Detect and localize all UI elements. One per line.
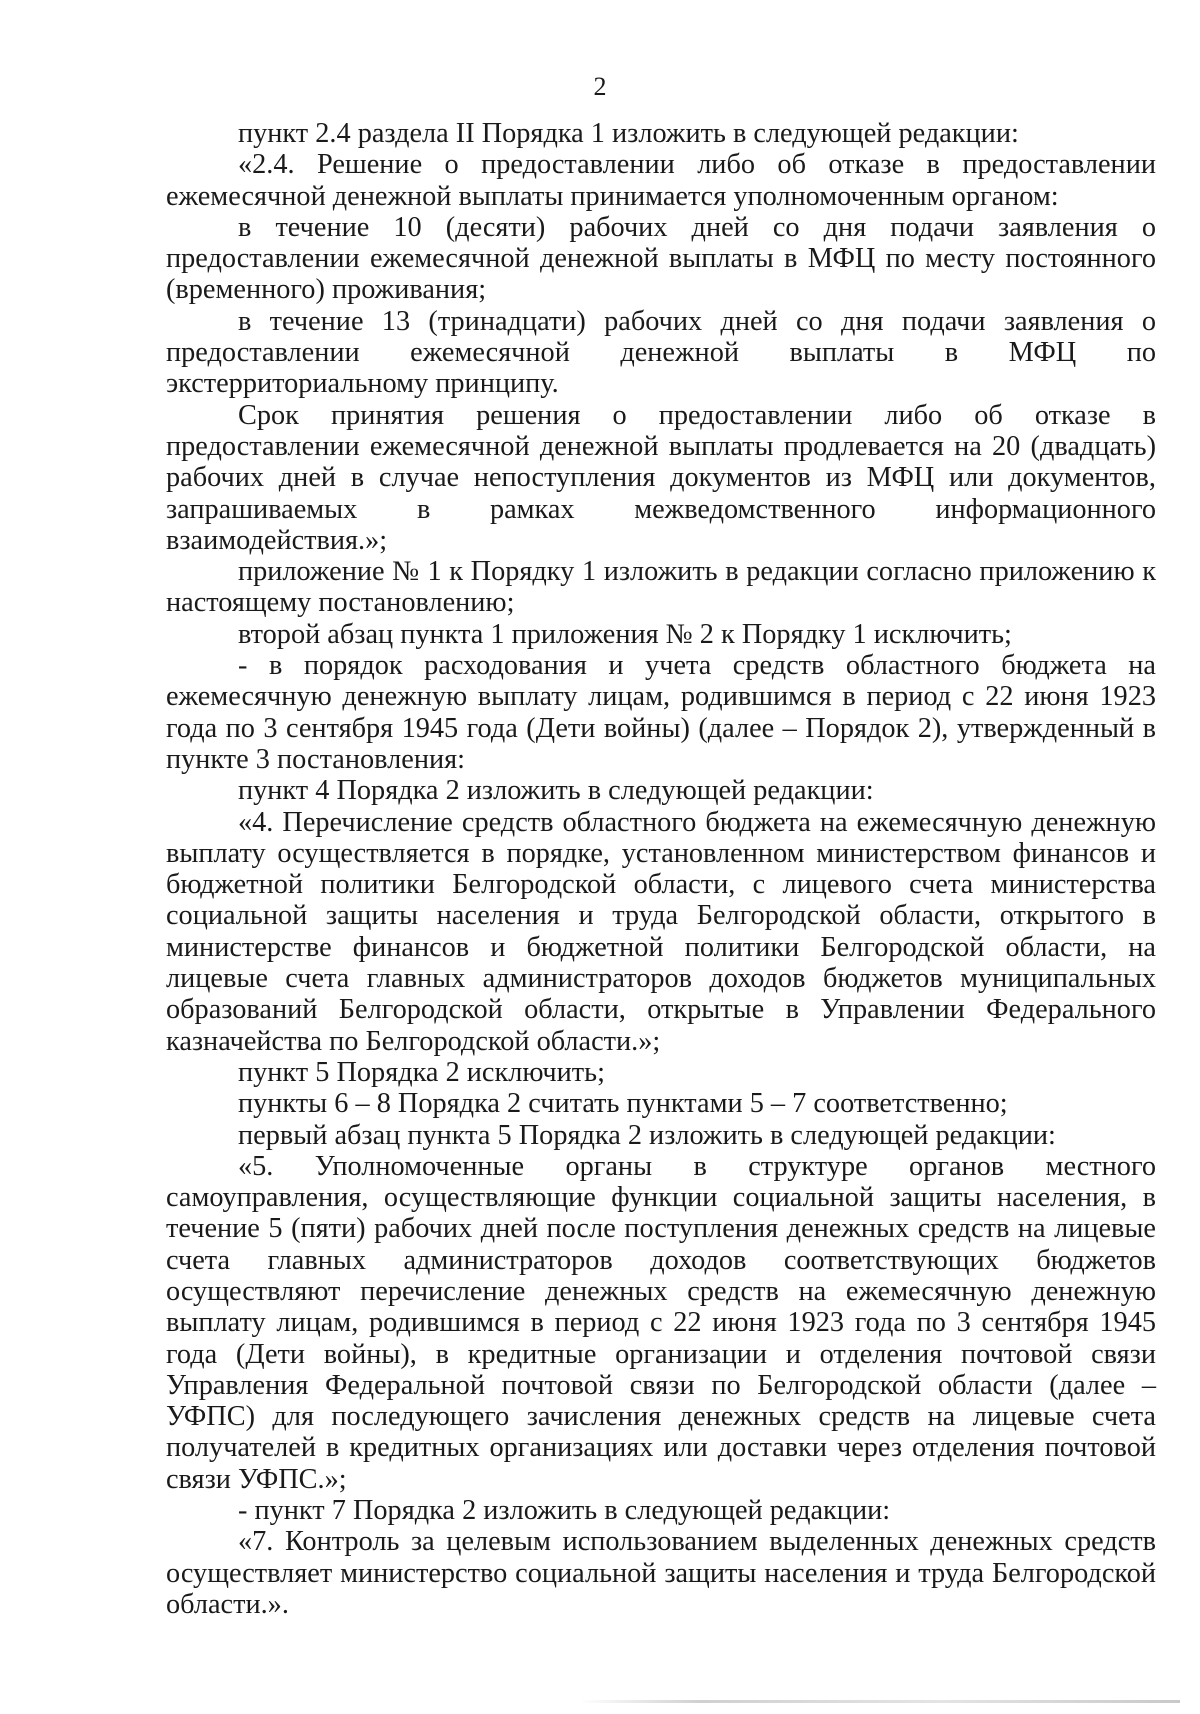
paragraph-appendix-1: приложение № 1 к Порядку 1 изложить в редакции согласно приложению к настоящему постановлению; bbox=[166, 556, 1156, 619]
paragraph-quote-5: «5. Уполномоченные органы в структуре органов местного самоуправления, осуществляющие функции социальной защиты населения, в течение 5 (пяти) рабочих дней после поступления денежных средств на лицевые счета главных администраторов доходов соответствующих бюджетов осуществляют перечисление денежных средств на ежемесячную денежную выплату лицам, родившимся в период с 22 июня 1923 года по 3 сентября 1945 года (Дети войны), в кредитные организации и отделения почтовой связи Управления Федеральной почтовой связи по Белгородской области (далее – УФПС) для последующего зачисления денежных средств на лицевые счета получателей в кредитных организациях или доставки через отделения почтовой связи УФПС.»; bbox=[166, 1150, 1156, 1495]
paragraph-quote-2-4: «2.4. Решение о предоставлении либо об отказе в предоставлении ежемесячной денежной выплаты принимается уполномоченным органом: bbox=[166, 149, 1156, 212]
page-number: 2 bbox=[593, 72, 607, 101]
paragraph-amend-7: - пункт 7 Порядка 2 изложить в следующей редакции: bbox=[238, 1495, 891, 1527]
paragraph-extension: Срок принятия решения о предоставлении либо об отказе в предоставлении ежемесячной денежной выплаты продлевается на 20 (двадцать) рабочих дней в случае непоступления документов из МФЦ или документов, запрашиваемых в рамках межведомственного информационного взаимодействия.»; bbox=[166, 399, 1156, 556]
document-body bbox=[166, 118, 1156, 1620]
paragraph-10-days: в течение 10 (десяти) рабочих дней со дня подачи заявления о предоставлении ежемесячной денежной выплаты в МФЦ по месту постоянного (временного) проживания; bbox=[166, 211, 1156, 306]
scan-artifact bbox=[580, 1700, 1180, 1703]
paragraph-exclude-5: пункт 5 Порядка 2 исключить; bbox=[238, 1056, 605, 1088]
paragraph-amend-5: первый абзац пункта 5 Порядка 2 изложить в следующей редакции: bbox=[238, 1119, 1056, 1151]
paragraph-13-days: в течение 13 (тринадцати) рабочих дней со дня подачи заявления о предоставлении ежемесячной денежной выплаты в МФЦ по экстерриториальному принципу. bbox=[166, 305, 1156, 400]
paragraph-appendix-2-exclude: второй абзац пункта 1 приложения № 2 к Порядку 1 исключить; bbox=[238, 618, 1012, 650]
paragraph-quote-4: «4. Перечисление средств областного бюджета на ежемесячную денежную выплату осуществляется в порядке, установленном министерством финансов и бюджетной политики Белгородской области, с лицевого счета министерства социальной защиты населения и труда Белгородской области, открытого в министерстве финансов и бюджетной политики Белгородской области, на лицевые счета главных администраторов доходов бюджетов муниципальных образований Белгородской области, открытые в Управлении Федерального казначейства по Белгородской области.»; bbox=[166, 806, 1156, 1057]
paragraph-order-2-intro: - в порядок расходования и учета средств областного бюджета на ежемесячную денежную выплату лицам, родившимся в период с 22 июня 1923 года по 3 сентября 1945 года (Дети войны) (далее – Порядок 2), утвержденный в пункте 3 постановления: bbox=[166, 650, 1156, 775]
paragraph-renumber: пункты 6 – 8 Порядка 2 считать пунктами 5 – 7 соответственно; bbox=[238, 1088, 1008, 1120]
paragraph-quote-7: «7. Контроль за целевым использованием выделенных денежных средств осуществляет министерство социальной защиты населения и труда Белгородской области.». bbox=[166, 1526, 1156, 1620]
paragraph-amend-2-4: пункт 2.4 раздела II Порядка 1 изложить в следующей редакции: bbox=[238, 118, 1019, 149]
paragraph-amend-4: пункт 4 Порядка 2 изложить в следующей редакции: bbox=[238, 775, 874, 807]
